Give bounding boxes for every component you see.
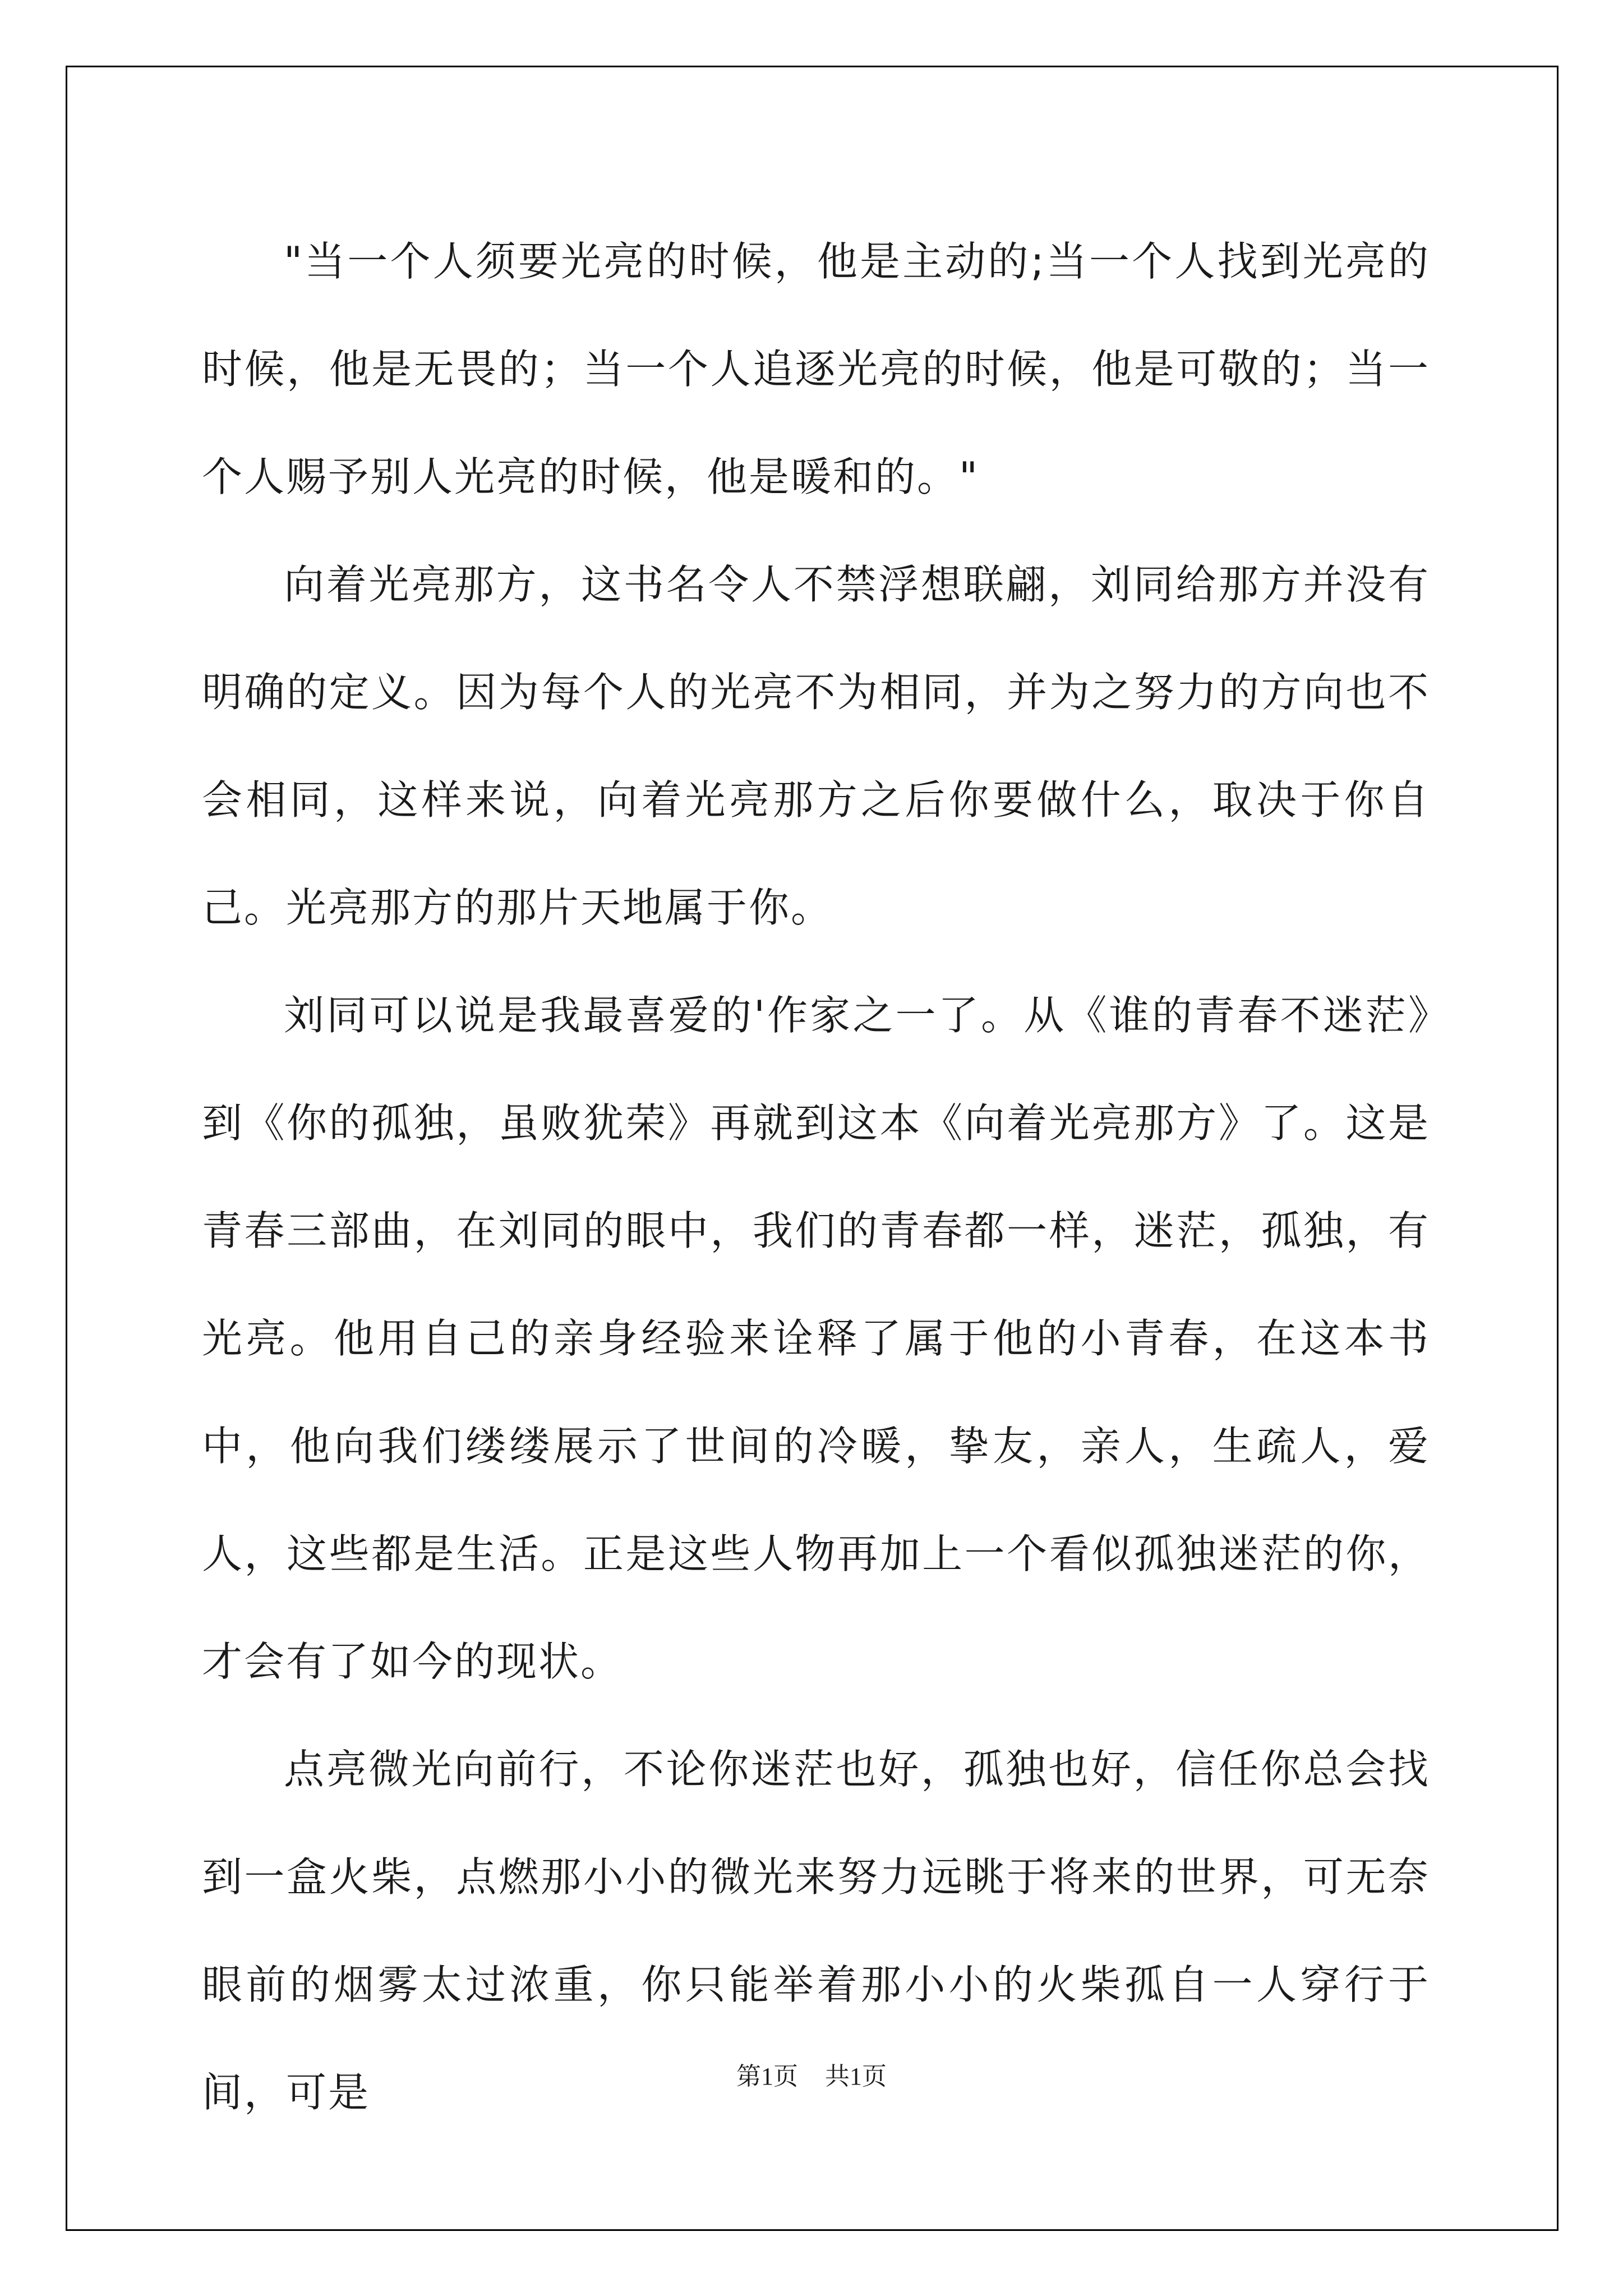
paragraph: "当一个人须要光亮的时候，他是主动的;当一个人找到光亮的时候，他是无畏的；当一个人追逐光亮的时候，他是可敬的；当一个人赐予别人光亮的时候，他是暖和的。" (202, 238, 1430, 500)
paragraph: 点亮微光向前行，不论你迷茫也好，孤独也好，信任你总会找到一盒火柴，点燃那小小的微光来努力远眺于将来的世界，可无奈眼前的烟雾太过浓重，你只能举着那小小的火柴孤自一人穿行于间，可是 (202, 1746, 1430, 2116)
page-number: 第1页 (736, 2063, 798, 2090)
page-footer (0, 2056, 1623, 2092)
paragraph: 刘同可以说是我最喜爱的'作家之一了。从《谁的青春不迷茫》到《你的孤独，虽败犹荣》再就到这本《向着光亮那方》了。这是青春三部曲，在刘同的眼中，我们的青春都一样，迷茫，孤独，有光亮。他用自己的亲身经验来诠释了属于他的小青春，在这本书中，他向我们缕缕展示了世间的冷暖，挚友，亲人，生疏人，爱人，这些都是生活。正是这些人物再加上一个看似孤独迷茫的你，才会有了如今的现状。 (202, 992, 1430, 1685)
paragraph: 向着光亮那方，这书名令人不禁浮想联翩，刘同给那方并没有明确的定义。因为每个人的光亮不为相同，并为之努力的方向也不会相同，这样来说，向着光亮那方之后你要做什么，取决于你自己。光亮那方的那片天地属于你。 (202, 561, 1430, 931)
document-body (202, 208, 1430, 2146)
page-total: 共1页 (825, 2063, 887, 2090)
